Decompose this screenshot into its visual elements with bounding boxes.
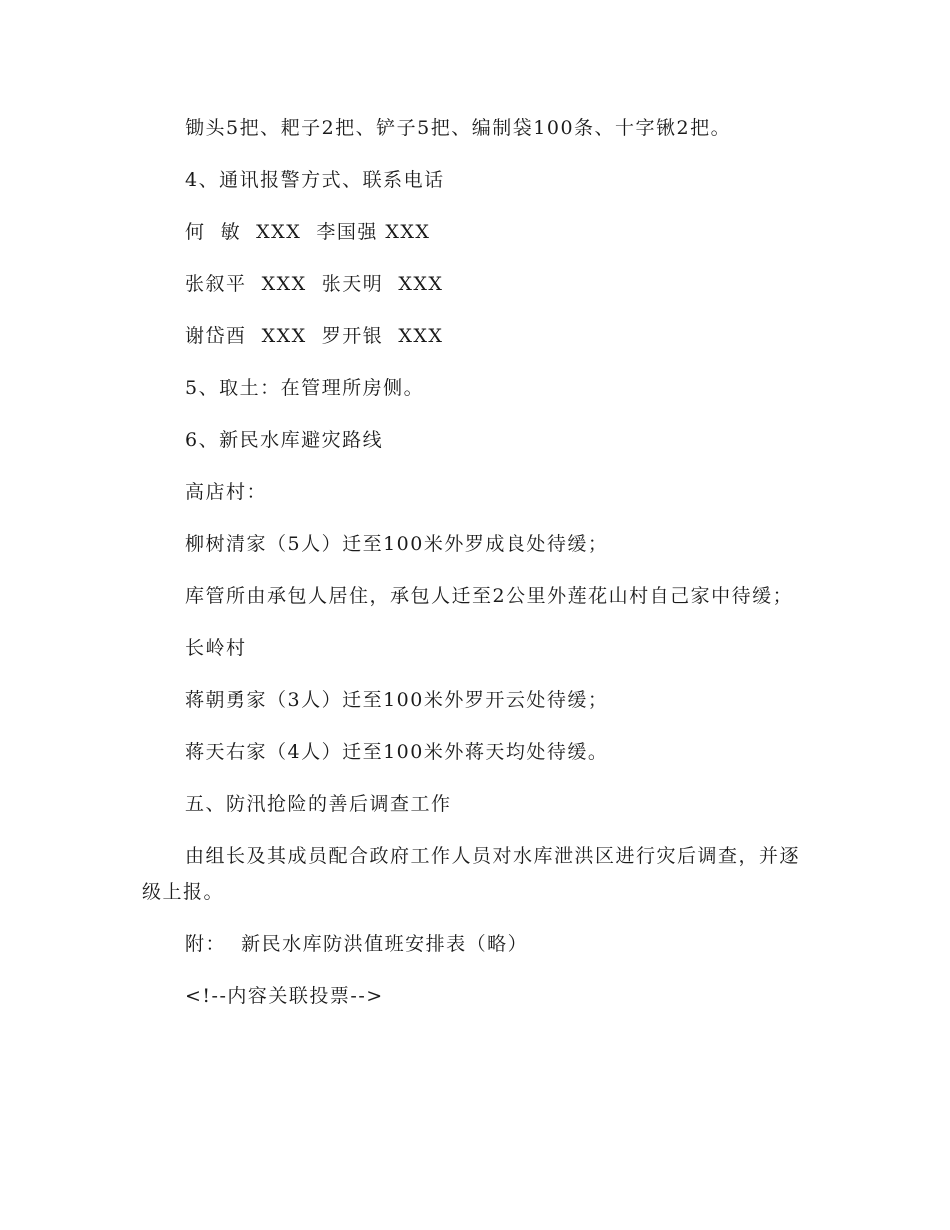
document-body xyxy=(142,110,802,1030)
paragraph-contact-row-2: 张叙平 XXX 张天明 XXX xyxy=(185,273,444,295)
paragraph-section-5: 5、取土：在管理所房侧。 xyxy=(185,377,425,399)
paragraph-survey-work: 由组长及其成员配合政府工作人员对水库泄洪区进行灾后调查，并逐级上报。 xyxy=(142,845,801,903)
paragraph-section-6-heading: 6、新民水库避灾路线 xyxy=(185,429,384,451)
paragraph-evacuation-3: 蒋朝勇家（3人）迁至100米外罗开云处待缓； xyxy=(185,689,609,711)
paragraph-html-comment: <!--内容关联投票--> xyxy=(185,985,384,1007)
paragraph-village-gaodian: 高店村： xyxy=(185,481,268,503)
paragraph-section-4-heading: 4、通讯报警方式、联系电话 xyxy=(185,169,445,191)
paragraph-village-changling: 长岭村 xyxy=(185,637,247,659)
paragraph-tools-list: 锄头5把、耙子2把、铲子5把、编制袋100条、十字锹2把。 xyxy=(185,117,732,139)
paragraph-section-five-heading: 五、防汛抢险的善后调查工作 xyxy=(185,793,452,815)
paragraph-attachment: 附： 新民水库防洪值班安排表（略） xyxy=(185,933,529,955)
paragraph-contact-row-1: 何 敏 XXX 李国强 XXX xyxy=(185,221,431,243)
paragraph-evacuation-2: 库管所由承包人居住，承包人迁至2公里外莲花山村自己家中待缓； xyxy=(185,585,794,607)
paragraph-evacuation-1: 柳树清家（5人）迁至100米外罗成良处待缓； xyxy=(185,533,609,555)
paragraph-evacuation-4: 蒋天右家（4人）迁至100米外蒋天均处待缓。 xyxy=(185,741,609,763)
paragraph-contact-row-3: 谢岱酉 XXX 罗开银 XXX xyxy=(185,325,444,347)
